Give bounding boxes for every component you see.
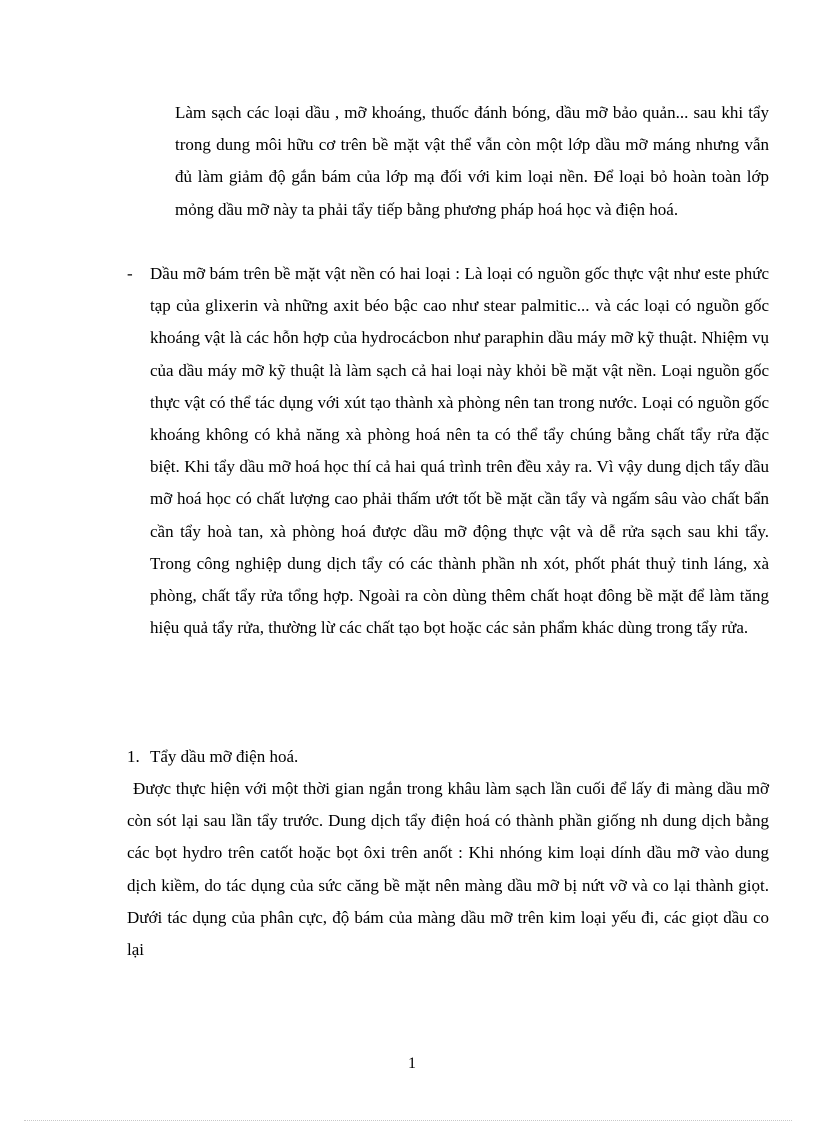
section-heading: Tẩy dầu mỡ điện hoá.: [150, 747, 299, 766]
bullet-marker: -: [127, 264, 133, 283]
page-number: 1: [408, 1055, 416, 1072]
section-number: 1.: [127, 747, 140, 766]
paragraph-electrochemical-degreasing: Được thực hiện với một thời gian ngắn trong khâu làm sạch lần cuối để lấy đi màng dầu mỡ còn sót lại sau lần tẩy trước. Dung dịch tẩy điện hoá có thành phần giống nh dung dịch bằng các bọt hydro trên catốt hoặc bọt ôxi trên anốt : Khi nhóng kim loại dính dầu mỡ vào dung dịch kiềm, do tác dụng của sức căng bề mặt nên màng dầu mỡ bị nứt vỡ và co lại thành giọt. Dưới tác dụng của phân cực, độ bám của màng dầu mỡ trên kim loại yếu đi, các giọt dầu co lại: [127, 779, 769, 960]
paragraph-surface-cleaning: Làm sạch các loại dầu , mỡ khoáng, thuốc đánh bóng, dầu mỡ bảo quản... sau khi tẩy trong dung môi hữu cơ trên bề mặt vật thể vẫn còn một lớp dầu mỡ máng nhưng vẫn đủ làm giảm độ gắn bám của lớp mạ đối với kim loại nền. Để loại bỏ hoàn toàn lớp mỏng dầu mỡ này ta phải tẩy tiếp bằng phương pháp hoá học và điện hoá.: [175, 103, 769, 219]
paragraph-grease-types: Dầu mỡ bám trên bề mặt vật nền có hai loại : Là loại có nguồn gốc thực vật như este phức tạp của glixerin và những axit béo bậc cao như stear palmitic... và các loại có nguồn gốc khoáng vật là các hỗn hợp của hydrocácbon như paraphin dầu máy mỡ kỹ thuật. Nhiệm vụ của dầu máy mỡ kỹ thuật là làm sạch cả hai loại này khỏi bề mặt vật nền. Loại nguồn gốc thực vật có thể tác dụng với xút tạo thành xà phòng nên tan trong nước. Loại có nguồn gốc khoáng không có khả năng xà phòng hoá nên ta có thể tẩy chúng bằng chất tẩy rửa đặc biệt. Khi tẩy dầu mỡ hoá học thí cả hai quá trình trên đều xảy ra. Vì vậy dung dịch tẩy dầu mỡ hoá học có chất lượng cao phải thấm ướt tốt bề mặt cần tẩy và ngấm sâu vào chất bẩn cần tẩy hoà tan, xà phòng hoá được dầu mỡ động thực vật và dễ rửa sạch sau khi tẩy. Trong công nghiệp dung dịch tẩy có các thành phần nh xót, phốt phát thuỷ tinh láng, xà phòng, chất tẩy rửa tổng hợp. Ngoài ra còn dùng thêm chất hoạt đông bề mặt để làm tăng hiệu quả tẩy rửa, thường lừ các chất tạo bọt hoặc các sản phẩm khác dùng trong tẩy rửa.: [150, 264, 769, 638]
footer-divider: [24, 1120, 792, 1121]
